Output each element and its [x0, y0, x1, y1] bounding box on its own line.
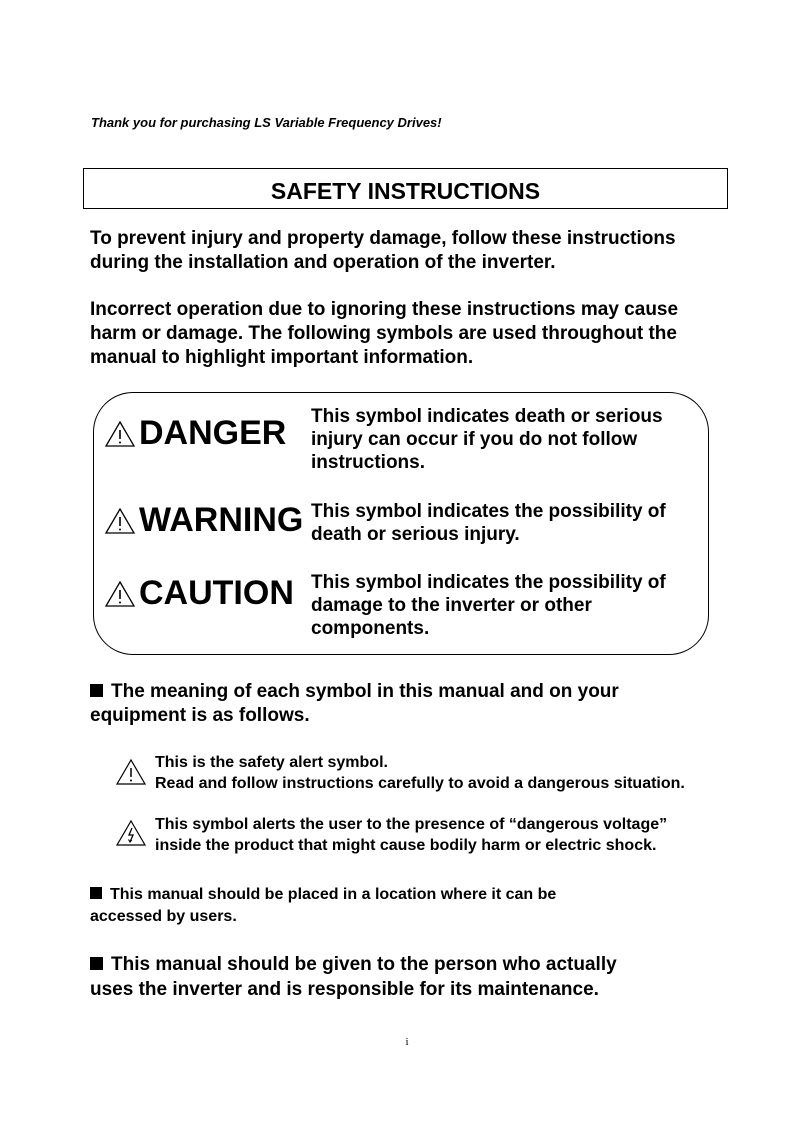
danger-desc-line: injury can occur if you do not follow	[311, 429, 638, 450]
note-line: uses the inverter and is responsible for its maintenance.	[90, 979, 599, 1000]
warning-label	[104, 501, 303, 540]
warning-desc-line: This symbol indicates the possibility of	[311, 501, 666, 522]
voltage-alert-description	[155, 814, 667, 856]
note-line: accessed by users.	[90, 908, 237, 925]
warning-text: WARNING	[139, 501, 304, 539]
danger-label	[104, 414, 286, 453]
alert-line: Read and follow instructions carefully to avoid a dangerous situation.	[155, 775, 685, 792]
exclamation-triangle-icon	[104, 579, 136, 609]
alert-line: This is the safety alert symbol.	[155, 754, 388, 771]
lightning-triangle-icon	[115, 818, 147, 848]
caution-label	[104, 574, 294, 613]
caution-description	[311, 571, 701, 640]
danger-text: DANGER	[139, 414, 287, 452]
meaning-heading-line: The meaning of each symbol in this manual and on your	[111, 681, 619, 702]
intro-p2-line: manual to highlight important information.	[90, 347, 474, 368]
note-line: This manual should be placed in a location where it can be	[110, 886, 557, 903]
bullet-square-icon	[90, 887, 102, 899]
warning-description	[311, 500, 701, 546]
intro-p2-line: harm or damage. The following symbols are used throughout the	[90, 323, 677, 344]
intro-p1-line: To prevent injury and property damage, follow these instructions	[90, 228, 676, 249]
alert-line: inside the product that might cause bodily harm or electric shock.	[155, 837, 657, 854]
caution-text: CAUTION	[139, 574, 294, 612]
thanks-line: Thank you for purchasing LS Variable Frequency Drives!	[91, 115, 442, 130]
caution-desc-line: This symbol indicates the possibility of	[311, 572, 666, 593]
alert-line: This symbol alerts the user to the presence of “dangerous voltage”	[155, 816, 668, 833]
bullet-square-icon	[90, 684, 103, 697]
intro-p1-line: during the installation and operation of the inverter.	[90, 252, 556, 273]
caution-desc-line: damage to the inverter or other	[311, 595, 592, 616]
exclamation-triangle-icon	[115, 757, 147, 787]
page-title: SAFETY INSTRUCTIONS	[270, 178, 541, 204]
placement-note	[90, 884, 740, 928]
caution-desc-line: components.	[311, 618, 430, 639]
meaning-heading-line: equipment is as follows.	[90, 705, 310, 726]
note-line: This manual should be given to the person who actually	[111, 954, 617, 975]
exclamation-triangle-icon	[104, 419, 136, 449]
handover-note	[90, 952, 740, 1002]
danger-desc-line: instructions.	[311, 452, 426, 473]
intro-paragraph-2	[90, 298, 740, 370]
intro-paragraph-1	[90, 227, 740, 275]
warning-desc-line: death or serious injury.	[311, 524, 520, 545]
exclamation-triangle-icon	[104, 506, 136, 536]
page-number: i	[405, 1036, 409, 1048]
danger-description	[311, 405, 701, 474]
danger-desc-line: This symbol indicates death or serious	[311, 406, 663, 427]
bullet-square-icon	[90, 957, 103, 970]
meaning-heading	[90, 680, 740, 728]
intro-p2-line: Incorrect operation due to ignoring these instructions may cause	[90, 299, 679, 320]
safety-alert-description	[155, 752, 685, 794]
